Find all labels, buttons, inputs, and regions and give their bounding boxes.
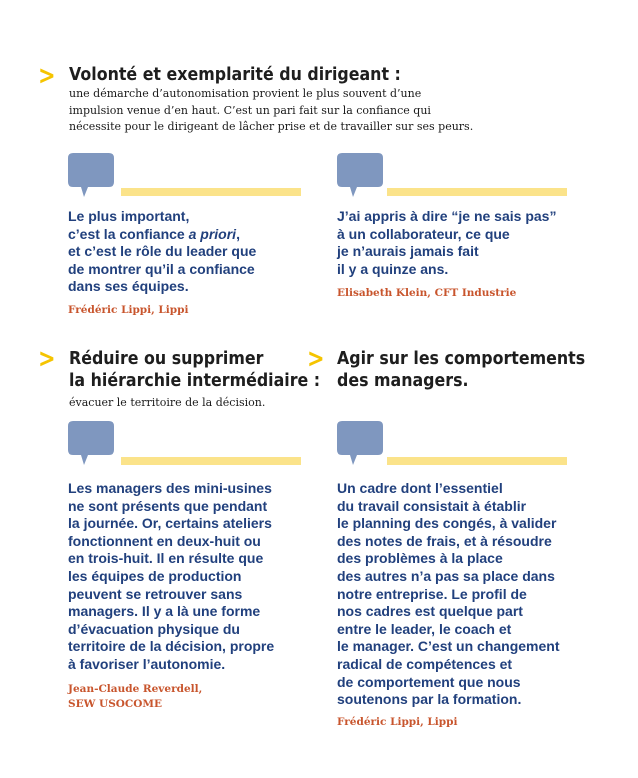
quote-divider (387, 188, 567, 196)
quote-divider (387, 457, 567, 465)
quote-author: Frédéric Lippi, Lippi (337, 716, 458, 728)
chevron-right-icon: > (38, 344, 56, 374)
quote-divider (121, 188, 301, 196)
quote-not-knowing: J’ai appris à dire “je ne sais pas” à un collaborateur, ce que je n’aurais jamais fait il y a quinze ans. (337, 208, 557, 277)
speech-bubble-icon (337, 421, 383, 467)
quote-author: Elisabeth Klein, CFT Industrie (337, 287, 517, 299)
quote-manager-profile: Un cadre dont l’essentiel du travail consistait à établir le planning des congés, à valider des notes de frais, et à résoudre des problèmes à la place des autres n’a pas sa place dans notre entreprise. Le profil de nos cadres est quelque part entre le leader, le coach et le manager. C’est un changement radical de compétences et de comportement que nous soutenons par la formation. (337, 480, 560, 708)
section-title-hierarchy: Réduire ou supprimer la hiérarchie intermédiaire : (69, 348, 321, 391)
quote-divider (121, 457, 301, 465)
quote-mini-factories: Les managers des mini-usines ne sont présents que pendant la journée. Or, certains ateliers fonctionnent en deux-huit ou en trois-huit. Il en résulte que les équipes de production peuvent se retrouver sans managers. Il y a là une forme d’évacuation physique du territoire de la décision, propre à favoriser l’autonomie. (68, 480, 275, 672)
speech-bubble-icon (337, 153, 383, 199)
chevron-right-icon: > (38, 61, 56, 91)
section-subtitle-leadership: une démarche d’autonomisation provient le plus souvent d’une impulsion venue d’en haut. C’est un pari fait sur la confiance qui nécessite pour le dirigeant de lâcher prise et de travailler sur ses peurs. (69, 87, 474, 133)
quote-confidence: Le plus important, c’est la confiance a priori, et c’est le rôle du leader que de montrer qu’il a confiance dans ses équipes. (68, 208, 257, 295)
quote-author: Frédéric Lippi, Lippi (68, 304, 189, 316)
section-title-behaviours: Agir sur les comportements des managers. (337, 348, 586, 391)
emphasis-a-priori: a priori (188, 225, 237, 242)
section-title-leadership: Volonté et exemplarité du dirigeant : (69, 64, 401, 85)
chevron-right-icon: > (307, 344, 325, 374)
speech-bubble-icon (68, 153, 114, 199)
section-subtitle-hierarchy: évacuer le territoire de la décision. (69, 396, 266, 409)
speech-bubble-icon (68, 421, 114, 467)
quote-author: Jean-Claude Reverdell, SEW USOCOME (68, 683, 203, 710)
